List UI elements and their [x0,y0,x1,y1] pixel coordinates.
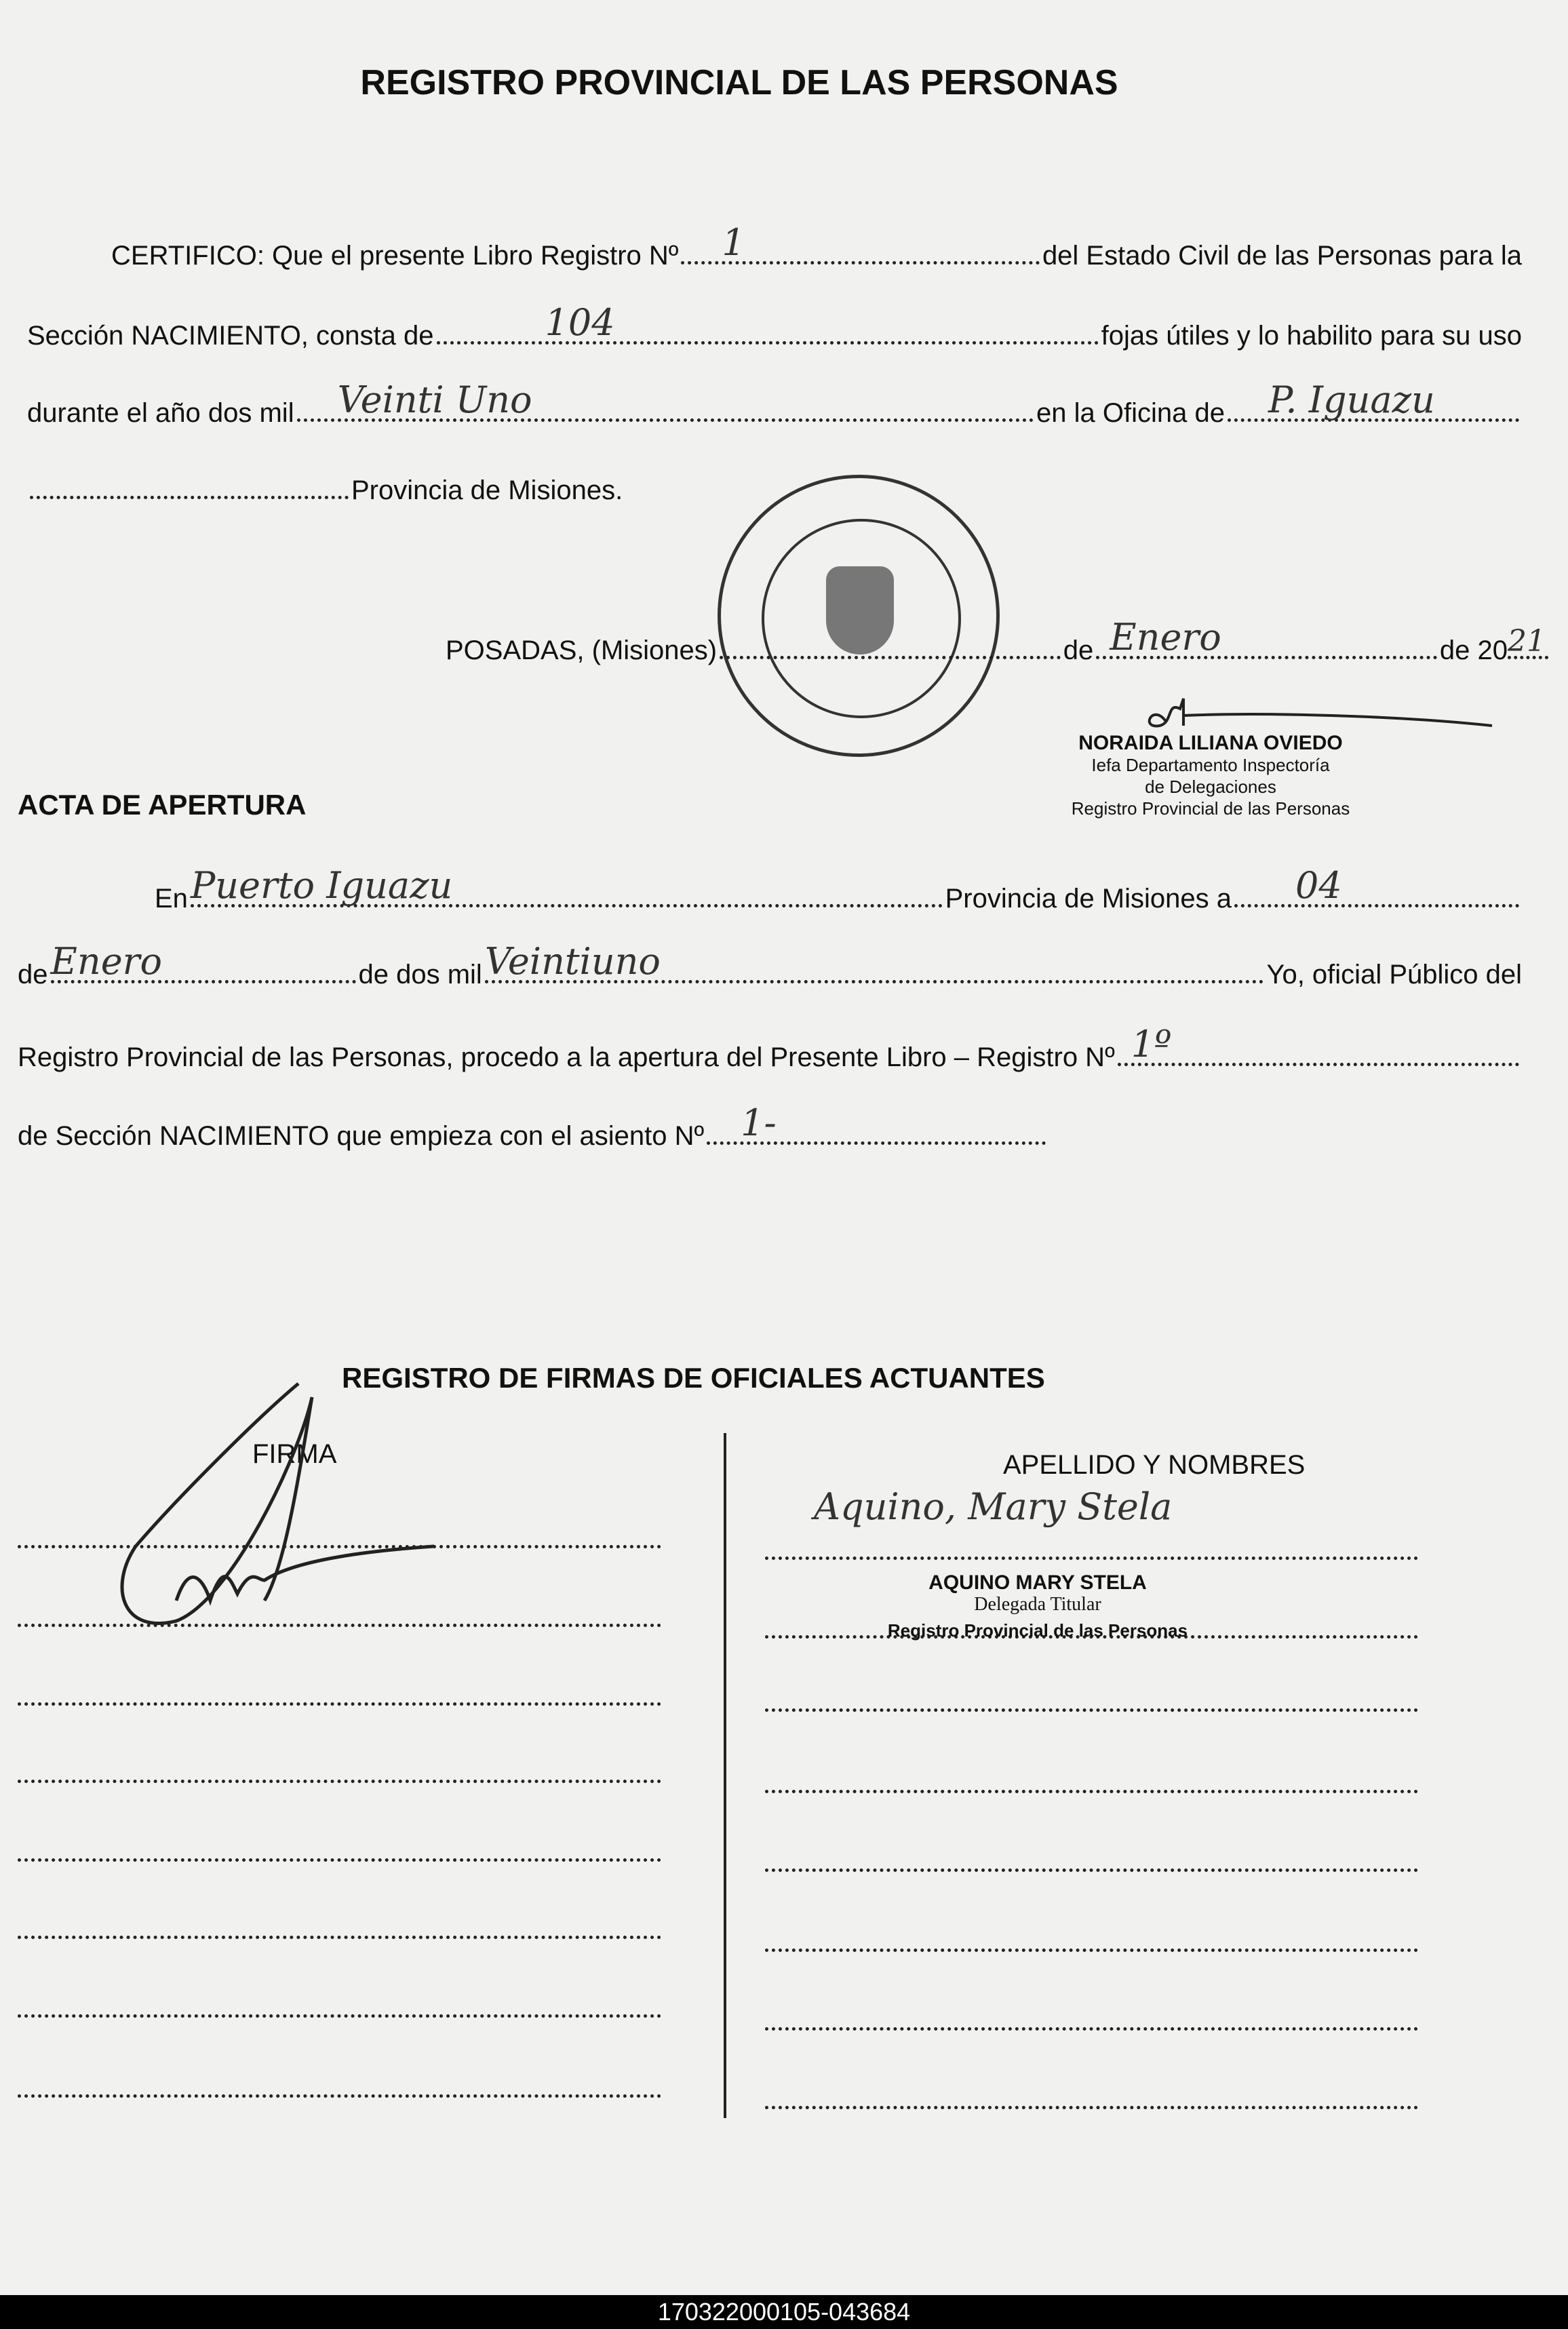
lugar-field [190,864,943,907]
handwritten-value: P. Iguazu [1268,378,1435,421]
handwritten-value: Puerto Iguazu [190,864,453,907]
acta-heading: ACTA DE APERTURA [18,789,307,821]
firma-line [18,1780,661,1783]
firmas-heading: REGISTRO DE FIRMAS DE OFICIALES ACTUANTES [342,1362,1045,1394]
month-field [1096,616,1437,659]
year-suffix-field [1508,624,1548,659]
cert-text: en la Oficina de [1036,398,1225,428]
nombre-line [765,1868,1418,1872]
mes-field [50,940,356,983]
document-title: REGISTRO PROVINCIAL DE LAS PERSONAS [360,63,1118,102]
cert-text: de 20 [1439,635,1508,665]
cert-line-4 [27,465,623,506]
handwritten-value: Enero [1110,616,1221,659]
cert-line-3 [27,378,1522,429]
document-id-bar: 170322000105-043684 [0,2295,1568,2329]
stamp-name: AQUINO MARY STELA [928,1571,1147,1594]
cert-text: del Estado Civil de las Personas para la [1042,241,1522,271]
libro-number-field [681,221,1040,265]
nombre-line [765,2027,1418,2031]
handwritten-nombre: Aquino, Mary Stela [814,1485,1173,1528]
nombre-line [765,1557,1418,1560]
anio-field [484,940,1264,983]
firma-line [18,2014,661,2018]
day-field [720,646,1061,659]
nombre-line [765,1708,1418,1712]
signer-title: de Delegaciones [1145,777,1276,797]
handwritten-value: Enero [50,940,162,983]
aquino-stamp [800,1572,1275,1641]
registro-number-field [1118,1023,1519,1066]
acta-text: Registro Provincial de las Personas, procedo a la apertura del Presente Libro – Registro Nº [18,1042,1115,1072]
signature-oviedo [1126,695,1506,736]
acta-text: En [155,884,188,914]
cert-text: Provincia de Misiones. [351,475,623,505]
acta-line-4 [18,1101,1048,1152]
signer-name: NORAIDA LILIANA OVIEDO [1078,732,1343,754]
stamp-title: Delegada Titular [974,1594,1101,1615]
year-field [297,378,1034,422]
signature-oficial [95,1377,461,1662]
firma-line [18,2094,661,2098]
fojas-field [437,301,1099,345]
official-stamp [718,475,1000,757]
cert-text: durante el año dos mil [27,398,294,428]
oficina-field [1228,378,1519,422]
nombre-line [765,2106,1418,2109]
handwritten-value: 21 [1508,624,1546,659]
col-nombres-header: APELLIDO Y NOMBRES [1003,1450,1306,1480]
stamp-org: Registro Provincial de las Personas [887,1620,1188,1641]
acta-text: de [18,960,48,990]
firma-line [18,1858,661,1862]
posadas-line [446,616,1551,666]
cert-text: Sección NACIMIENTO, consta de [27,321,434,351]
acta-line-1 [155,864,1522,914]
signer-org: Registro Provincial de las Personas [1071,798,1350,819]
acta-line-3 [18,1023,1522,1073]
signer-title: Iefa Departamento Inspectoría [1091,755,1330,775]
acta-text: de dos mil [358,960,482,990]
handwritten-value: Veinti Uno [337,378,532,421]
acta-text: de Sección NACIMIENTO que empieza con el asiento Nº [18,1121,705,1151]
cert-text: CERTIFICO: Que el presente Libro Registro Nº [111,241,679,271]
firma-line [18,1936,661,1939]
nombre-line [765,1790,1418,1793]
handwritten-value: Veintiuno [484,940,661,983]
acta-text: Provincia de Misiones a [945,884,1232,914]
asiento-field [707,1101,1046,1145]
cert-text: POSADAS, (Misiones) [446,635,718,665]
cert-line-1 [111,221,1522,271]
handwritten-value: 1º [1131,1023,1172,1065]
nombre-line [765,1949,1418,1952]
acta-line-2 [18,940,1522,990]
firma-line [18,1702,661,1706]
col-firma-header: FIRMA [252,1439,337,1469]
cert-line-2 [27,301,1522,351]
handwritten-value: 04 [1295,864,1342,907]
acta-text: Yo, oficial Público del [1266,960,1522,990]
oviedo-stamp [1024,732,1397,819]
dia-field [1234,864,1519,907]
handwritten-value: 104 [545,301,615,344]
handwritten-value: 1- [741,1101,777,1144]
oficina-field-cont [30,486,349,499]
cert-text: de [1063,635,1094,665]
cert-text: fojas útiles y lo habilito para su uso [1101,321,1522,351]
handwritten-value: 1 [722,221,745,264]
column-divider [724,1433,726,2118]
